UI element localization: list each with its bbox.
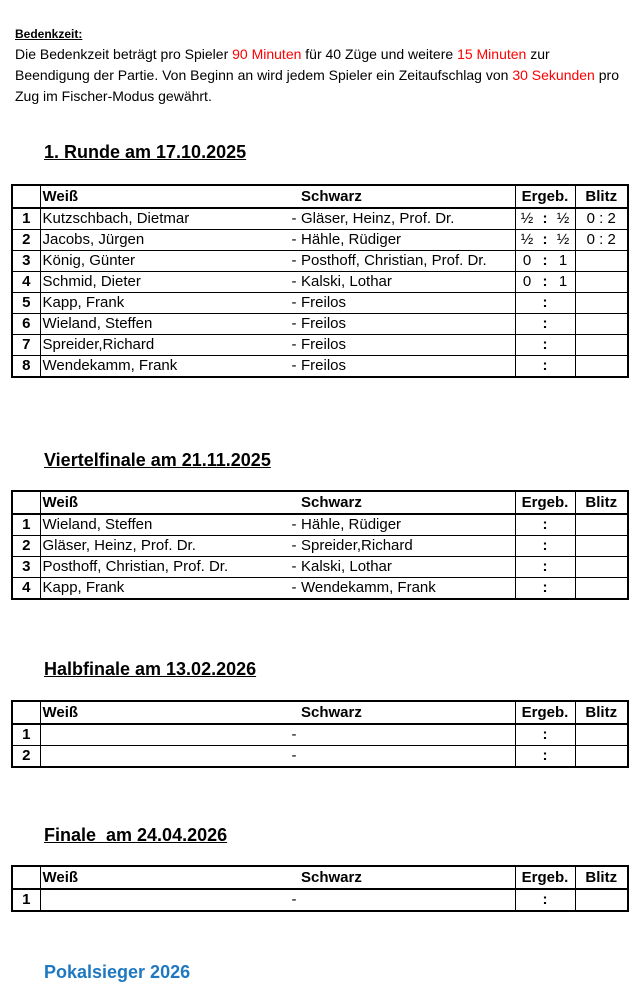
result-white: ½ [520,210,534,227]
white-player: Posthoff, Christian, Prof. Dr. [40,557,288,578]
black-player: Freilos [301,294,347,311]
header-weiss: Weiß [40,701,288,724]
result-white [519,335,535,355]
blitz-result [575,557,628,578]
board-number: 1 [12,514,40,536]
black-player: Kalski, Lothar [301,558,392,575]
white-player: König, Günter [40,251,288,272]
result-white [519,557,535,577]
pairing-dash: - [291,537,297,554]
result-white [519,293,535,313]
result-colon: : [542,273,548,290]
pairings-table [11,700,629,768]
black-player-cell [288,724,515,746]
pairing-dash: - [291,252,297,269]
result-cell [515,536,575,557]
pairings-table [11,865,629,912]
result-colon: : [542,231,548,248]
board-number: 2 [12,230,40,251]
result-cell [515,251,575,272]
blitz-result [575,293,628,314]
table-header-row [12,701,628,724]
result-white [519,725,535,745]
highlight-30-seconds: 30 Sekunden [512,67,595,83]
table-row [12,208,628,230]
black-player-cell [288,356,515,378]
header-ergeb: Ergeb. [515,866,575,889]
result-black [555,335,571,355]
pairings-table [11,490,629,600]
pairing-dash: - [291,747,297,764]
table-row [12,514,628,536]
time-control-line-1: Die Bedenkzeit beträgt pro Spieler 90 Minuten für 40 Züge und weitere 15 Minuten zur [15,46,550,62]
result-white: 0 [522,252,532,269]
result-black [555,746,571,766]
result-white [519,536,535,556]
time-control-title: Bedenkzeit: [15,27,83,41]
board-number: 1 [12,208,40,230]
black-player-cell [288,272,515,293]
pairing-dash: - [291,210,297,227]
white-player: Kapp, Frank [40,293,288,314]
header-nr [12,491,40,514]
white-player: Wieland, Steffen [40,514,288,536]
white-player [40,889,288,911]
table-header-row [12,185,628,208]
highlight-90-minutes: 90 Minuten [232,46,302,62]
black-player: Freilos [301,357,347,374]
result-colon: : [542,315,548,332]
black-player-cell [288,578,515,600]
blitz-result [575,251,628,272]
table-row [12,293,628,314]
white-player [40,746,288,768]
header-schwarz: Schwarz [288,491,515,514]
white-player: Wieland, Steffen [40,314,288,335]
result-white [519,746,535,766]
black-player-cell [288,514,515,536]
header-schwarz: Schwarz [288,185,515,208]
table-row [12,335,628,356]
round-title: 1. Runde am 17.10.2025 [44,142,247,162]
result-black: 1 [558,252,568,269]
black-player: Posthoff, Christian, Prof. Dr. [301,252,487,269]
header-weiss: Weiß [40,866,288,889]
table-row [12,230,628,251]
result-black [555,536,571,556]
black-player: Hähle, Rüdiger [301,231,402,248]
header-ergeb: Ergeb. [515,491,575,514]
result-colon: : [542,726,548,743]
table-row [12,746,628,768]
black-player-cell [288,314,515,335]
black-player-cell [288,536,515,557]
table-row [12,536,628,557]
result-black [555,293,571,313]
black-player-cell [288,889,515,911]
white-player: Kapp, Frank [40,578,288,600]
pairing-dash: - [291,294,297,311]
blitz-result [575,335,628,356]
blitz-result [575,272,628,293]
result-black: ½ [556,210,570,227]
header-blitz: Blitz [575,491,628,514]
table-row [12,889,628,911]
time-control-line-3: Zug im Fischer-Modus gewährt. [15,88,212,104]
black-player: Freilos [301,336,347,353]
header-nr [12,185,40,208]
table-row [12,356,628,378]
black-player-cell [288,251,515,272]
time-control-info [15,24,640,107]
result-cell [515,514,575,536]
board-number: 5 [12,293,40,314]
white-player: Jacobs, Jürgen [40,230,288,251]
result-black: ½ [556,231,570,248]
result-white: 0 [522,273,532,290]
pairing-dash: - [291,891,297,908]
result-cell [515,889,575,911]
board-number: 3 [12,251,40,272]
black-player: Hähle, Rüdiger [301,516,402,533]
table-row [12,314,628,335]
black-player: Wendekamm, Frank [301,579,436,596]
highlight-15-minutes: 15 Minuten [457,46,527,62]
result-cell [515,724,575,746]
result-white [519,314,535,334]
table-header-row [12,866,628,889]
time-control-line-2: Beendigung der Partie. Von Beginn an wird jedem Spieler ein Zeitaufschlag von 30 Sekunden pro [15,67,619,83]
black-player-cell [288,746,515,768]
black-player-cell [288,208,515,230]
pairing-dash: - [291,357,297,374]
result-cell [515,356,575,378]
result-black [555,557,571,577]
result-cell [515,314,575,335]
board-number: 3 [12,557,40,578]
header-blitz: Blitz [575,866,628,889]
result-white [519,356,535,376]
result-white [519,515,535,535]
black-player-cell [288,293,515,314]
result-colon: : [542,516,548,533]
blitz-result: 0 : 2 [575,230,628,251]
black-player: Freilos [301,315,347,332]
cup-winner-heading: Pokalsieger 2026 [44,962,191,982]
result-colon: : [542,537,548,554]
result-colon: : [542,891,548,908]
pairing-dash: - [291,558,297,575]
header-schwarz: Schwarz [288,866,515,889]
board-number: 1 [12,889,40,911]
result-black [555,356,571,376]
black-player [300,725,301,745]
blitz-result [575,578,628,600]
black-player: Spreider,Richard [301,537,413,554]
header-ergeb: Ergeb. [515,185,575,208]
white-player [40,724,288,746]
result-cell [515,230,575,251]
result-cell [515,746,575,768]
pairing-dash: - [291,336,297,353]
result-black: 1 [558,273,568,290]
result-colon: : [542,357,548,374]
result-black [555,578,571,598]
result-white: ½ [520,231,534,248]
board-number: 4 [12,272,40,293]
blitz-result [575,889,628,911]
table-row [12,272,628,293]
pairing-dash: - [291,315,297,332]
board-number: 8 [12,356,40,378]
result-cell [515,557,575,578]
white-player: Wendekamm, Frank [40,356,288,378]
result-white [519,578,535,598]
blitz-result [575,724,628,746]
table-row [12,557,628,578]
header-ergeb: Ergeb. [515,701,575,724]
white-player: Spreider,Richard [40,335,288,356]
table-row [12,578,628,600]
result-cell [515,335,575,356]
pairing-dash: - [291,516,297,533]
result-cell [515,578,575,600]
white-player: Gläser, Heinz, Prof. Dr. [40,536,288,557]
blitz-result [575,536,628,557]
board-number: 7 [12,335,40,356]
header-nr [12,701,40,724]
result-colon: : [542,252,548,269]
header-blitz: Blitz [575,185,628,208]
pairings-table [11,184,629,378]
pairing-dash: - [291,726,297,743]
result-colon: : [542,210,548,227]
result-cell [515,272,575,293]
black-player-cell [288,335,515,356]
result-cell [515,208,575,230]
white-player: Schmid, Dieter [40,272,288,293]
result-colon: : [542,747,548,764]
result-colon: : [542,558,548,575]
table-header-row [12,491,628,514]
result-white [519,890,535,910]
board-number: 2 [12,746,40,768]
black-player [300,746,301,766]
header-nr [12,866,40,889]
blitz-result [575,746,628,768]
result-colon: : [542,336,548,353]
result-black [555,515,571,535]
board-number: 2 [12,536,40,557]
round-title: Halbfinale am 13.02.2026 [44,659,257,679]
header-weiss: Weiß [40,491,288,514]
result-colon: : [542,579,548,596]
round-title: Finale am 24.04.2026 [44,825,228,845]
header-blitz: Blitz [575,701,628,724]
result-black [555,314,571,334]
white-player: Kutzschbach, Dietmar [40,208,288,230]
black-player-cell [288,557,515,578]
black-player: Gläser, Heinz, Prof. Dr. [301,210,455,227]
black-player [300,890,301,910]
board-number: 4 [12,578,40,600]
result-black [555,890,571,910]
result-colon: : [542,294,548,311]
board-number: 1 [12,724,40,746]
pairing-dash: - [291,579,297,596]
blitz-result [575,514,628,536]
black-player: Kalski, Lothar [301,273,392,290]
board-number: 6 [12,314,40,335]
pairing-dash: - [291,273,297,290]
result-cell [515,293,575,314]
result-black [555,725,571,745]
blitz-result [575,314,628,335]
table-row [12,724,628,746]
header-weiss: Weiß [40,185,288,208]
header-schwarz: Schwarz [288,701,515,724]
blitz-result [575,356,628,378]
table-row [12,251,628,272]
black-player-cell [288,230,515,251]
blitz-result: 0 : 2 [575,208,628,230]
round-title: Viertelfinale am 21.11.2025 [44,450,271,470]
pairing-dash: - [291,231,297,248]
